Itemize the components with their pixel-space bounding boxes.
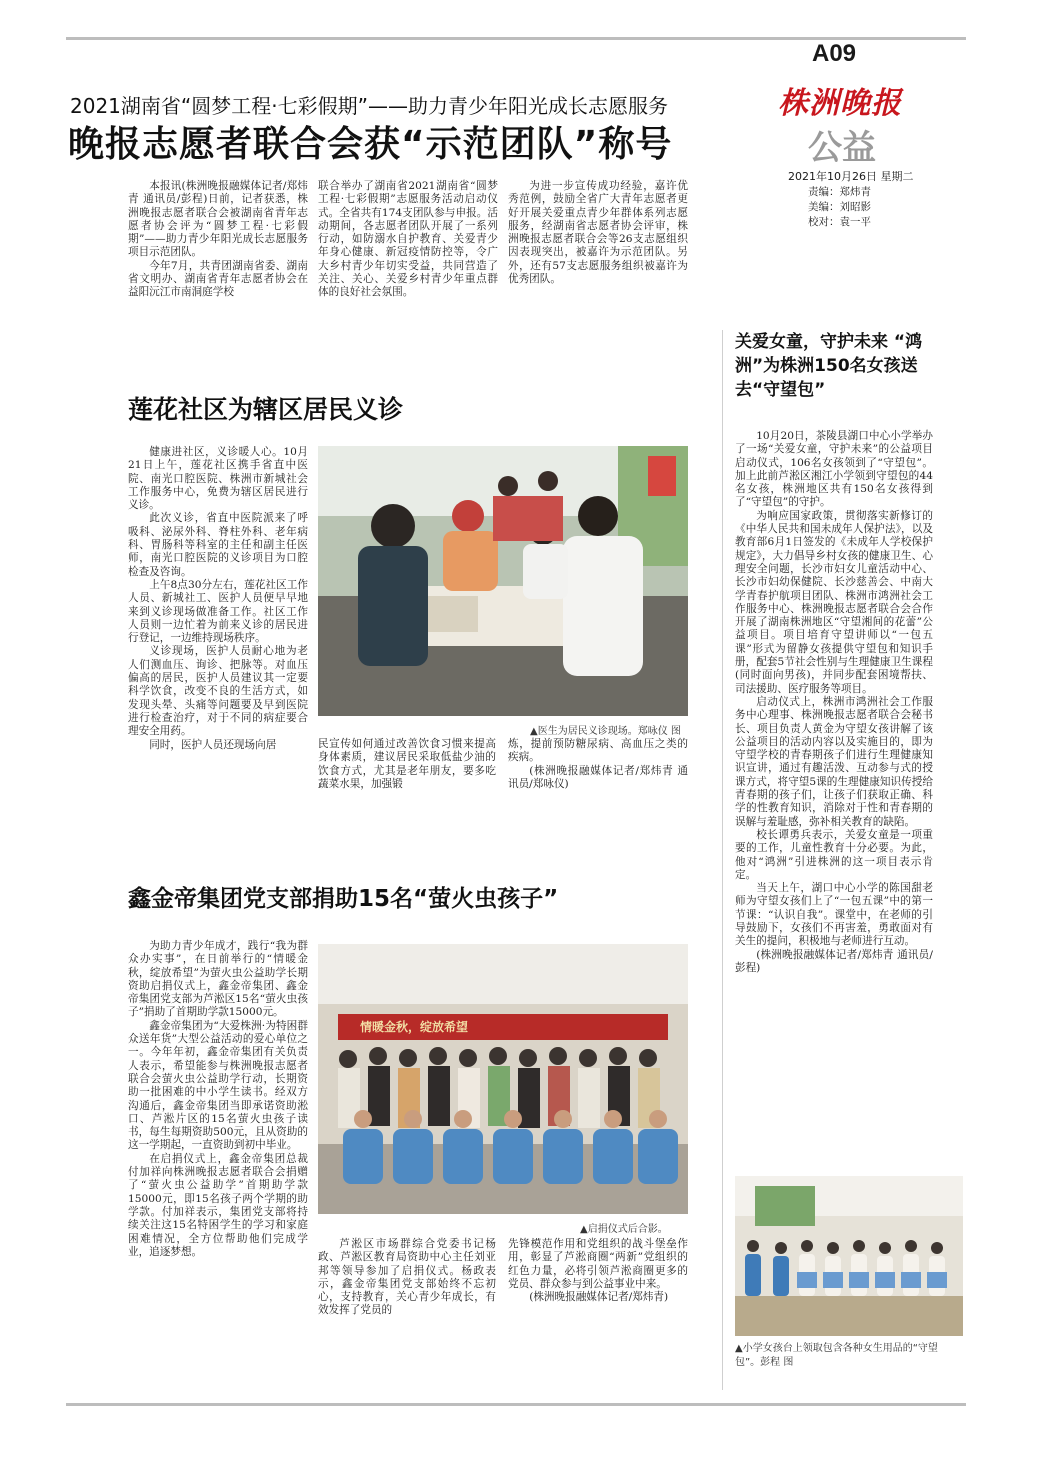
paragraph: 10月20日，茶陵县湖口中心小学举办了一场“关爱女童，守护未来”的公益项目启动仪式，106名女孩领到了“守望包”。加上此前芦淞区湘江小学领到守望包的44名女孩，株洲地区共有150名女孩得到了“守望包”的守护。 bbox=[735, 430, 933, 509]
lead-col-1 bbox=[128, 180, 308, 300]
clinic-text-b bbox=[318, 738, 496, 791]
girls-caption: ▲小学女孩台上领取包含各种女生用品的“守望包”。彭程 图 bbox=[735, 1343, 938, 1368]
paragraph: 为响应国家政策，贯彻落实新修订的《中华人民共和国未成年人保护法》，以及教育部6月1日签发的《未成年人学校保护规定》，大力倡导乡村女孩的健康卫生、心理安全问题，长沙市妇女儿童活动中心、长沙市妇幼保健院、长沙慈善会、中南大学青春护航项目团队、株洲市鸿洲社会工作服务中心、株洲晚报志愿者联合会合作开展了湖南株洲地区“守望湘间的花蕾”公益项目。项目培育守望讲师以“一包五课”形式为留静女孩提供守望包和知识手册，配套5节社会性别与生理健康卫生课程(同时面向男孩)，并同步配套困境帮扶、司法援助、医疗服务等项目。 bbox=[735, 509, 933, 695]
paragraph: 鑫金帝集团为“大爱株洲·为特困群众送年货”大型公益活动的爱心单位之一。今年年初，鑫金帝集团有关负责人表示，希望能参与株洲晚报志愿者联合会萤火虫公益助学行动，长期资助一批困难的中小学生读书。经双方沟通后，鑫金帝集团当即承诺资助淞口、芦淞片区的15名萤火虫孩子读书，每生每期资助500元，且从资助的这一学期起，一直资助到初中毕业。 bbox=[128, 1019, 308, 1152]
date-line: 2021年10月26日 星期二 bbox=[788, 170, 914, 183]
paragraph: 芦淞区市场群综合党委书记杨政、芦淞区教育局资助中心主任刘亚邦等领导参加了启捐仪式。杨政表示，鑫金帝集团党支部始终不忘初心，支持教育，关心青少年成长，有效发挥了党员的 bbox=[318, 1238, 496, 1317]
paragraph: 同时，医护人员还现场向居 bbox=[149, 738, 277, 751]
donation-photo bbox=[318, 944, 688, 1214]
byline: (株洲晚报融媒体记者/郑炜青 通讯员/彭程) bbox=[735, 948, 933, 974]
girls-text bbox=[735, 430, 933, 975]
clinic-photo bbox=[318, 446, 688, 716]
paragraph: 此次义诊，省直中医院派来了呼吸科、泌尿外科、脊柱外科、老年病科、胃肠科等科室的主任和副主任医师，南光口腔医院的义诊项目为口腔检查及咨询。 bbox=[128, 512, 308, 578]
clinic-caption: ▲医生为居民义诊现场。郑咏仪 图 bbox=[530, 726, 681, 737]
girls-title: 关爱女童，守护未来 “鸿洲”为株洲150名女孩送去“守望包” bbox=[735, 332, 923, 400]
paragraph: 民宣传如何通过改善饮食习惯来提高身体素质，建议居民采取低盐少油的饮食方式，尤其是老年朋友，要多吃蔬菜水果，加强锻 bbox=[318, 738, 496, 790]
bottom-rule bbox=[66, 1403, 966, 1406]
paragraph: 当天上午，湖口中心小学的陈国甜老师为守望女孩们上了“一包五课”中的第一节课：“认识自我”。课堂中，在老师的引导鼓励下，女孩们不再害羞，勇敢面对有关生的提问，积极地与老师进行互动。 bbox=[735, 882, 933, 948]
paragraph: 启动仪式上，株洲市鸿洲社会工作服务中心理事、株洲晚报志愿者联合会秘书长、项目负责人黄金为守望女孩讲解了该公益项目的活动内容以及实施目的，即为守望学校的青春期孩子们进行生理健康知识宣讲，通过有趣活泼、互动参与式的授课方式，将守望5课的生理健康知识传授给青春期的孩子们，让孩子们获取正确、科学的性教育知识，消除对于性和青春期的误解与羞耻感，弥补相关教育的缺陷。 bbox=[735, 695, 933, 828]
donation-title: 鑫金帝集团党支部捐助15名“萤火虫孩子” bbox=[128, 886, 559, 912]
byline: (株洲晚报融媒体记者/郑炜青) bbox=[529, 1291, 669, 1304]
lead-col-3 bbox=[508, 180, 688, 286]
credit-designer: 美编：刘昭影 bbox=[808, 201, 871, 213]
paragraph: 先锋模范作用和党组织的战斗堡垒作用，彰显了芦淞商圈“两新”党组织的红色力量，必将引领芦淞商圈更多的党员、群众参与到公益事业中来。 bbox=[508, 1238, 688, 1290]
donation-text-c bbox=[508, 1238, 688, 1304]
lead-kicker: 2021湖南省“圆梦工程·七彩假期”——助力青少年阳光成长志愿服务 bbox=[70, 94, 668, 118]
donation-text-b bbox=[318, 1238, 496, 1318]
donation-banner-text: 情暖金秋，绽放希望 bbox=[360, 1020, 469, 1034]
clinic-text bbox=[128, 446, 308, 752]
paragraph: 为进一步宣传成功经验，嘉许优秀范例，鼓励全省广大青年志愿者更好开展关爱重点青少年群体系列志愿服务，经湖南省志愿者协会评审，株洲晚报志愿者联合会等26支志愿组织因表现突出，被嘉许为示范团队。另外，还有57支志愿服务组织被嘉许为优秀团队。 bbox=[508, 180, 688, 286]
credit-proofreader: 校对：袁一平 bbox=[808, 216, 871, 228]
lead-col-2 bbox=[318, 180, 498, 300]
donation-text bbox=[128, 940, 308, 1259]
paragraph: 今年7月，共青团湖南省委、湖南省文明办、湖南省青年志愿者协会在益阳沅江市南洞庭学校 bbox=[128, 259, 308, 299]
section-name: 公益 bbox=[808, 128, 876, 168]
paragraph: 炼，提前预防糖尿病、高血压之类的疾病。 bbox=[508, 738, 688, 764]
clinic-title: 莲花社区为辖区居民义诊 bbox=[128, 395, 404, 424]
paragraph: 义诊现场，医护人员耐心地为老人们测血压、询诊、把脉等。对血压偏高的居民，医护人员建议其一定要科学饮食，改变不良的生活方式，如发现头晕、头痛等问题要及早到医院进行检查治疗，对于不同的病症要合理安全用药。 bbox=[128, 645, 308, 738]
paragraph: 本报讯(株洲晚报融媒体记者/郑炜青 通讯员/彭程)日前，记者获悉，株洲晚报志愿者联合会被湖南省青年志愿者协会评为“圆梦工程·七彩假期”——助力青少年阳光成长志愿服务项目示范团队。 bbox=[128, 180, 308, 259]
lead-title: 晚报志愿者联合会获“示范团队”称号 bbox=[68, 124, 673, 165]
paragraph: 健康进社区，义诊暖人心。10月21日上午，莲花社区携手省直中医院、南光口腔医院、株洲市新城社会工作服务中心，免费为辖区居民进行义诊。 bbox=[128, 446, 308, 512]
paragraph: 为助力青少年成才，践行“我为群众办实事”，在日前举行的“情暖金秋，绽放希望”为萤火虫公益助学长期资助启捐仪式上，鑫金帝集团、鑫金帝集团党支部为芦淞区15名“萤火虫孩子”捐助了首期助学款15000元。 bbox=[128, 940, 308, 1019]
credit-editor: 责编：郑炜青 bbox=[808, 186, 871, 198]
byline: (株洲晚报融媒体记者/郑炜青 通讯员/郑咏仪) bbox=[508, 764, 688, 790]
donation-caption: ▲启捐仪式后合影。 bbox=[580, 1224, 668, 1235]
paragraph: 联合举办了湖南省2021湖南省“圆梦工程·七彩假期”志愿服务活动启动仪式。全省共有174支团队参与申报。活动期间，各志愿者团队开展了一系列行动，如防溺水自护教育、关爱青少年身心健康、新冠疫情防控等，令广大乡村青少年切实受益，共同营造了关注、关心、关爱乡村青少年重点群体的良好社会氛围。 bbox=[318, 180, 498, 299]
page-number: A09 bbox=[812, 40, 857, 67]
paper-name-logo: 株洲晚报 bbox=[778, 86, 902, 121]
paragraph: 上午8点30分左右，莲花社区工作人员、新城社工、医护人员便早早地来到义诊现场做准备工作。社区工作人员则一边忙着为前来义诊的居民进行登记，一边维持现场秩序。 bbox=[128, 578, 308, 645]
clinic-text-c bbox=[508, 738, 688, 791]
column-divider bbox=[722, 330, 723, 1390]
girls-photo bbox=[735, 1176, 963, 1336]
paragraph: 校长谭勇兵表示，关爱女童是一项重要的工作，儿童性教育十分必要。为此，他对“鸿洲”引进株洲的这一项目表示肯定。 bbox=[735, 828, 933, 881]
paragraph: 在启捐仪式上，鑫金帝集团总裁付加祥向株洲晚报志愿者联合会捐赠了“萤火虫公益助学”首期助学款15000元，即15名孩子两个学期的助学款。付加祥表示，集团党支部将持续关注这15名特困学生的学习和家庭困难情况，全方位帮助他们完成学业，追逐梦想。 bbox=[128, 1152, 308, 1258]
